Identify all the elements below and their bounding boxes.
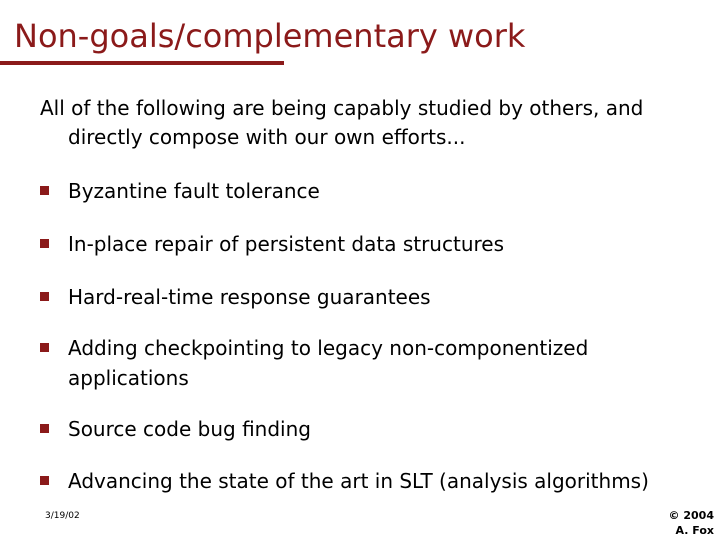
bullet-text: Hard-real-time response guarantees [68,285,431,309]
square-bullet-icon [40,186,49,195]
footer-date: 3/19/02 [45,511,80,521]
slide-title: Non-goals/complementary work [14,17,526,55]
bullet-text: Source code bug finding [68,417,311,441]
bullet-item [40,414,688,444]
bullet-item [40,466,688,496]
square-bullet-icon [40,476,49,485]
copyright-year: © 2004 [668,509,714,522]
square-bullet-icon [40,292,49,301]
title-underline [0,61,284,65]
bullet-item [40,229,688,259]
copyright-author: A. Fox [675,524,714,537]
intro-text: All of the following are being capably studied by others, and directly compose with our own efforts... [40,96,644,149]
bullet-text: In-place repair of persistent data structures [68,232,504,256]
square-bullet-icon [40,343,49,352]
bullet-text: Advancing the state of the art in SLT (analysis algorithms) [68,469,649,493]
copyright-notice [669,508,714,538]
bullet-text: Byzantine fault tolerance [68,179,320,203]
square-bullet-icon [40,424,49,433]
bullet-item [40,282,688,312]
bullet-item [40,176,688,206]
bullet-text: Adding checkpointing to legacy non-componentized applications [68,336,589,390]
bullet-item [40,333,688,393]
square-bullet-icon [40,239,49,248]
